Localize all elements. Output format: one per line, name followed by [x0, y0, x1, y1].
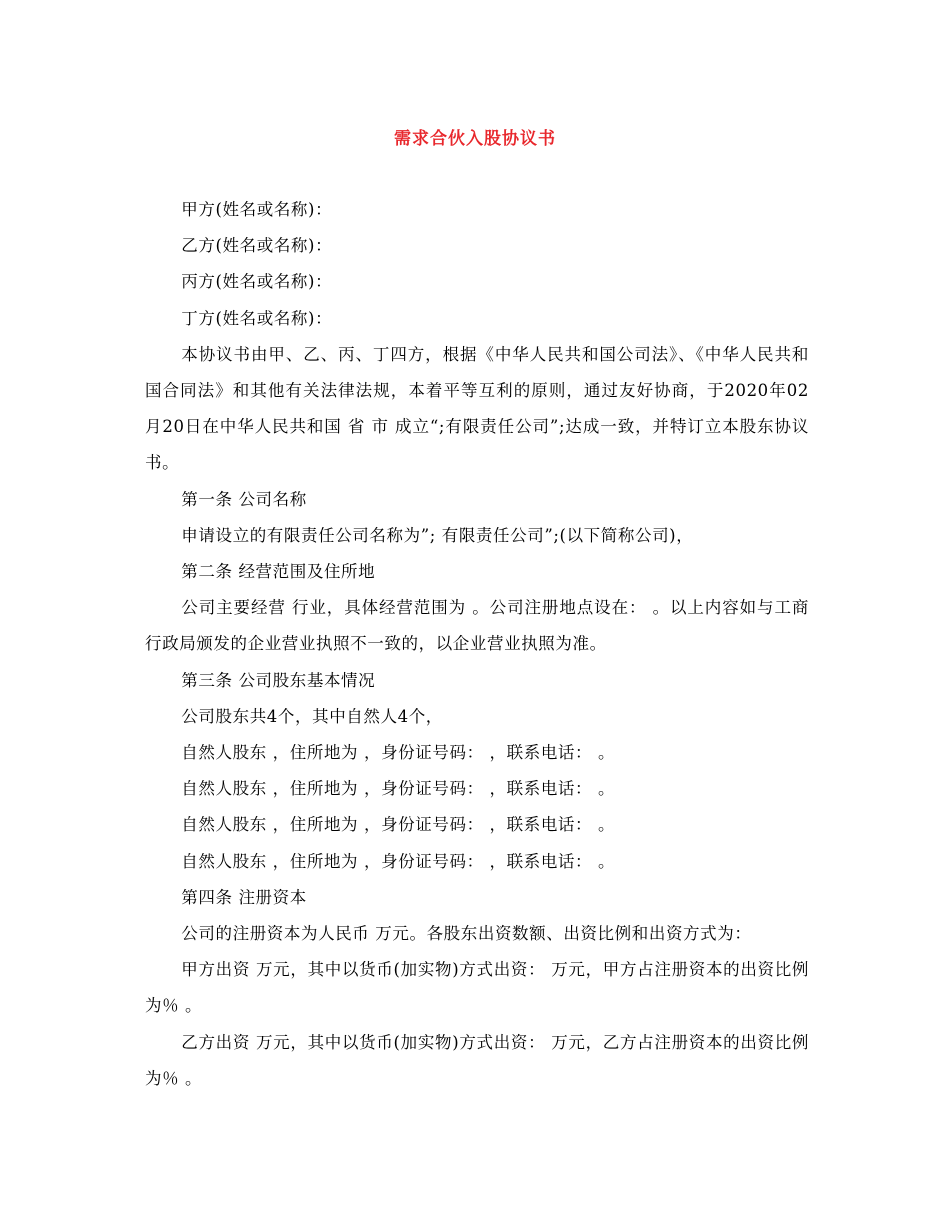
- shareholder-line: 自然人股东 ，住所地为 ，身份证号码： ，联系电话： 。: [181, 779, 616, 799]
- shareholder-line: 自然人股东 ，住所地为 ，身份证号码： ，联系电话： 。: [181, 815, 616, 835]
- article-3-text: 公司股东共4个，其中自然人4个，: [181, 706, 443, 726]
- shareholder-line: 自然人股东 ，住所地为 ，身份证号码： ，联系电话： 。: [181, 743, 616, 763]
- party-c-line: 丙方(姓名或名称)：: [181, 272, 333, 292]
- article-1-heading: 第一条 公司名称: [181, 489, 307, 509]
- article-2-text: 公司主要经营 行业，具体经营范围为 。公司注册地点设在： 。以上内容如与工商行政局颁发的企业营业执照不一致的，以企业营业执照为准。: [145, 598, 809, 654]
- party-d-line: 丁方(姓名或名称)：: [181, 308, 333, 328]
- article-1-text: 申请设立的有限责任公司名称为”; 有限责任公司”;(以下简称公司)，: [181, 525, 694, 545]
- article-2-heading: 第二条 经营范围及住所地: [181, 562, 376, 582]
- shareholder-line: 自然人股东 ，住所地为 ，身份证号码： ，联系电话： 。: [181, 851, 616, 871]
- article-4-heading: 第四条 注册资本: [181, 887, 307, 907]
- party-b-line: 乙方(姓名或名称)：: [181, 236, 333, 256]
- preamble-paragraph: 本协议书由甲、乙、丙、丁四方，根据《中华人民共和国公司法》、《中华人民共和国合同法》和其他有关法律法规，本着平等互利的原则，通过友好协商，于2020年02月20日在中华人民共和国 省 市 成立“;有限责任公司”;达成一致，并特订立本股东协议书。: [145, 344, 809, 473]
- article-3-heading: 第三条 公司股东基本情况: [181, 670, 376, 690]
- article-4-text: 公司的注册资本为人民币 万元。各股东出资数额、出资比例和出资方式为：: [181, 924, 752, 944]
- document-body: [145, 192, 809, 1097]
- party-a-capital: 甲方出资 万元，其中以货币(加实物)方式出资： 万元，甲方占注册资本的出资比例为％ 。: [145, 960, 809, 1016]
- party-b-capital: 乙方出资 万元，其中以货币(加实物)方式出资： 万元，乙方占注册资本的出资比例为％ 。: [145, 1032, 809, 1088]
- document-title: 需求合伙入股协议书: [394, 129, 556, 149]
- party-a-line: 甲方(姓名或名称)：: [181, 200, 333, 219]
